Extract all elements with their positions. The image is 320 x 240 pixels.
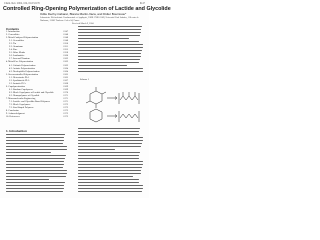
author-list: Odile Dechy-Cabaret, Blanca Martin-Vaca, and Didier Bourissou*	[40, 12, 127, 16]
lactide-ring	[90, 91, 102, 104]
contents-entry-page: 6173	[63, 110, 68, 113]
text-line	[6, 176, 66, 177]
contents-entry-label: 5.2. Syndiotactic PLA	[9, 79, 30, 82]
contents-entry-page: 6163	[63, 61, 68, 64]
text-line	[78, 134, 139, 135]
text-line	[6, 152, 51, 153]
contents-entry-label: 8. Conclusion	[6, 110, 19, 113]
text-line	[78, 47, 143, 48]
text-line	[78, 188, 143, 189]
contents-entry-label: 4. Metal-Free Polymerization	[6, 61, 34, 64]
polymer-chain	[120, 114, 138, 118]
text-line	[78, 41, 139, 42]
text-line	[78, 149, 115, 150]
contents-entry-page: 6173	[63, 107, 68, 110]
text-line	[6, 182, 65, 183]
contents-entry-label: 5. Stereocontrolled Polymerization	[6, 73, 39, 76]
text-line	[78, 50, 142, 51]
text-line	[78, 161, 143, 162]
body-text-right-top	[78, 26, 144, 76]
contents-entry-page: 6165	[63, 73, 68, 76]
text-line	[6, 167, 63, 168]
contents-entry-page: 6148	[63, 40, 68, 43]
text-line	[78, 32, 141, 33]
text-line	[78, 164, 143, 165]
received-date: Received March 9, 2004	[72, 23, 94, 25]
methyl-bond	[102, 92, 106, 94]
contents-entry-page: 6155	[63, 49, 68, 52]
text-line	[78, 44, 143, 45]
contents-entry-label: 3.1. Generalities	[9, 40, 25, 43]
text-line	[78, 185, 143, 186]
contents-entry-label: 5.3. Isotactic PLA	[9, 82, 26, 85]
body-text-left	[6, 134, 68, 194]
contents-entry-label: 7. Macromolecular Engineering	[6, 98, 36, 101]
contents-entry-page: 6169	[63, 88, 68, 91]
text-line	[78, 173, 141, 174]
contents-list	[6, 31, 68, 119]
text-line	[6, 191, 63, 192]
text-line	[78, 152, 140, 153]
affiliation: Laboratoire Hétérochimie Fondamentale et Appliquée, UMR CNRS 5069, Université Paul Sabatier, 118 route de Narbonne, 31062 Toulouse Cedex 04, France	[40, 17, 139, 22]
contents-entry-label: 6.3. Homopolymers of Glycolide	[9, 94, 40, 97]
contents-entry-page: 6171	[63, 94, 68, 97]
text-line	[6, 179, 49, 180]
contents-entry-label: 6.1. Random Copolymers	[9, 88, 33, 91]
page-number: 6147	[139, 2, 145, 5]
text-line	[6, 155, 66, 156]
methyl-bond	[86, 101, 90, 103]
contents-entry-page: 6169	[63, 85, 68, 88]
scheme-caption: Scheme 1	[80, 79, 89, 81]
text-line	[78, 176, 133, 177]
text-line	[78, 158, 139, 159]
contents-entry-page: 6167	[63, 79, 68, 82]
text-line	[78, 71, 143, 72]
text-line	[6, 134, 65, 135]
text-line	[78, 146, 141, 147]
contents-entry-label: 3.6. Lanthanides	[9, 55, 25, 58]
contents-entry-page: 6171	[63, 101, 68, 104]
contents-entry-page: 6164	[63, 70, 68, 73]
text-line	[78, 155, 139, 156]
glycolide-ring	[90, 109, 102, 122]
contents-entry-label: 2. Generalities	[6, 34, 20, 37]
text-line	[6, 188, 64, 189]
text-line	[78, 128, 140, 129]
scheme-structure-drawing	[80, 82, 144, 124]
contents-entry-label: 10. References	[6, 116, 20, 119]
reaction-scheme	[80, 79, 144, 125]
section-heading: 1. Introduction	[6, 129, 27, 133]
text-line	[6, 170, 67, 171]
text-line	[6, 158, 65, 159]
contents-entry-page: 6164	[63, 67, 68, 70]
text-line	[78, 38, 129, 39]
contents-entry-label: 4.2. Anionic Polymerization	[9, 67, 35, 70]
text-line	[78, 59, 140, 60]
contents-entry-page: 6162	[63, 58, 68, 61]
contents-entry-label: 7.1. Lactide- and Glycolide-Based Polymers	[9, 101, 50, 104]
contents-entry-page: 6163	[63, 64, 68, 67]
contents-entry-page: 6173	[63, 116, 68, 119]
text-line	[78, 29, 141, 30]
contents-entry-label: 4.3. Nucleophilic Polymerization	[9, 70, 40, 73]
text-line	[6, 137, 64, 138]
text-line	[6, 164, 64, 165]
text-line	[78, 53, 141, 54]
contents-entry-page: 6172	[63, 104, 68, 107]
text-line	[6, 173, 67, 174]
contents-entry	[6, 116, 68, 119]
contents-entry-label: 6.2. Block Copolymers of Lactide and Glycolide	[9, 91, 54, 94]
table-of-contents	[6, 27, 68, 119]
contents-entry-label: 4.1. Cationic Polymerization	[9, 64, 36, 67]
contents-entry-page: 6168	[63, 82, 68, 85]
body-text-right-bottom	[78, 128, 144, 194]
text-line	[6, 161, 64, 162]
contents-entry-page: 6170	[63, 91, 68, 94]
text-line	[6, 185, 64, 186]
contents-entry-page: 6158	[63, 52, 68, 55]
contents-entry-label: 6. Copolymerization	[6, 85, 25, 88]
contents-entry-label: 3.5. Other Metals	[9, 52, 26, 55]
contents-entry-label: 3.7. Iron and Titanium	[9, 58, 30, 61]
document-page	[0, 0, 171, 198]
contents-entry-label: 5.1. Heterotactic PLA	[9, 76, 30, 79]
text-line	[78, 182, 139, 183]
contents-entry-page: 6165	[63, 76, 68, 79]
text-line	[6, 149, 67, 150]
text-line	[6, 140, 64, 141]
contents-entry-label: 3.4. Zinc	[9, 49, 18, 52]
polymer-chain	[120, 96, 138, 100]
contents-entry-label: 3. Metal-Catalyzed Polymerization	[6, 37, 39, 40]
contents-entry-label: 1. Introduction	[6, 31, 20, 33]
contents-entry-page: 6150	[63, 43, 68, 46]
contents-entry-label: 9. Acknowledgment	[6, 113, 25, 116]
text-line	[78, 26, 142, 27]
text-line	[78, 56, 141, 57]
contents-entry-page: 6148	[63, 34, 68, 37]
contents-entry-page: 6160	[63, 55, 68, 58]
article-title: Controlled Ring-Opening Polymerization of Lactide and Glycolide	[3, 6, 171, 12]
text-line	[78, 167, 142, 168]
contents-entry-page: 6147	[63, 31, 68, 33]
contents-entry-label: 3.2. Tin	[9, 43, 17, 46]
text-line	[78, 65, 127, 66]
contents-entry-page: 6171	[63, 98, 68, 101]
contents-entry-label: 7.2. Block Copolymers	[9, 104, 31, 107]
contents-entry-label: 7.3. Star-Shaped Polymers	[9, 107, 34, 110]
text-line	[78, 137, 143, 138]
contents-heading: Contents	[6, 27, 19, 31]
contents-entry-page: 6173	[63, 113, 68, 116]
text-line	[78, 62, 139, 63]
contents-entry-page: 6148	[63, 37, 68, 40]
text-line	[78, 143, 142, 144]
text-line	[78, 68, 143, 69]
text-line	[78, 131, 139, 132]
text-line	[6, 146, 67, 147]
text-line	[78, 140, 143, 141]
contents-entry-page: 6151	[63, 46, 68, 49]
contents-entry-label: 3.3. Aluminum	[9, 46, 23, 49]
journal-citation: Chem. Rev. 2004, 104, 6147-6176	[4, 2, 40, 5]
text-line	[78, 35, 140, 36]
text-line	[78, 191, 142, 192]
text-line	[78, 179, 139, 180]
text-line	[6, 143, 63, 144]
text-line	[78, 170, 141, 171]
